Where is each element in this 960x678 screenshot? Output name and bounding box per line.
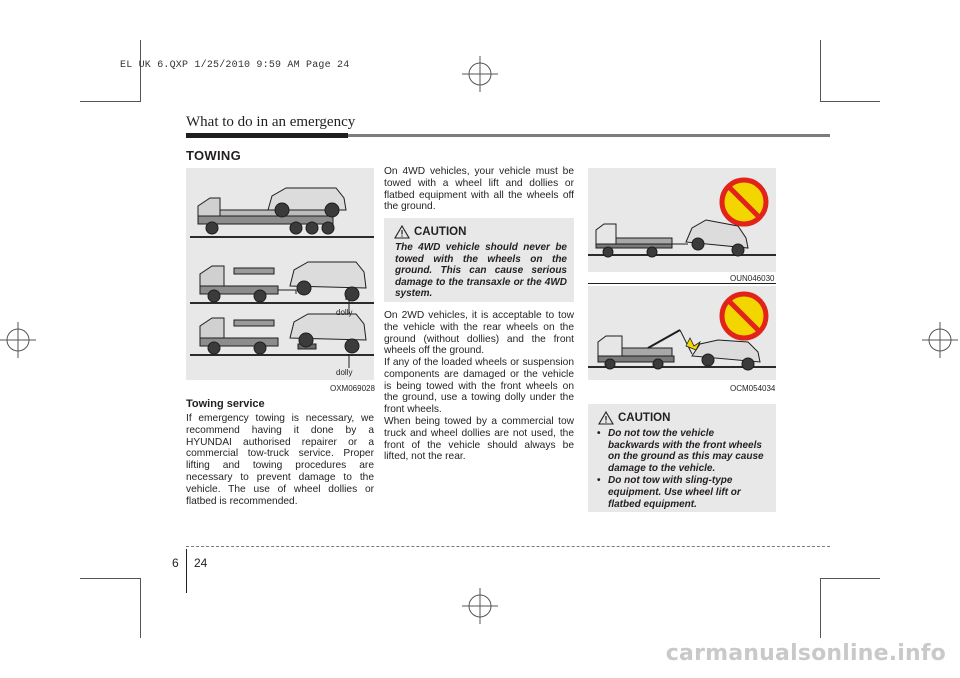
figure-code: OUN046030 — [730, 274, 775, 283]
4wd-paragraph: On 4WD vehicles, your vehicle must be towed with a wheel lift and dollies or flatbed equipment with all the wheels off the ground. — [384, 166, 574, 213]
caution-body: The 4WD vehicle should never be towed with the wheels on the ground. This can cause serious damage to the transaxle or the 4WD system. — [395, 242, 567, 300]
warning-triangle-icon — [598, 411, 614, 425]
towing-backwards-prohibited-figure — [588, 168, 776, 272]
warning-triangle-icon — [394, 225, 410, 239]
suv-sling-towed — [692, 340, 760, 370]
sling-tow-truck — [598, 330, 692, 369]
prohibited-sign-icon — [718, 290, 770, 342]
prohibited-sign-icon — [718, 176, 770, 228]
registration-mark-icon — [462, 588, 498, 624]
dolly-label: dolly — [336, 368, 353, 377]
chapter-number: 6 — [172, 556, 179, 570]
towing-service-heading: Towing service — [186, 398, 265, 410]
towing-service-paragraph: If emergency towing is necessary, we recommend having it done by a HYUNDAI authorised repairer or a commercial tow-truck service. Proper lifting and towing procedures are necessary to prevent damage to the vehicle. The use of wheel dollies or flatbed is recommended. — [186, 413, 374, 507]
towing-methods-figure — [186, 168, 374, 380]
figure-code: OCM054034 — [730, 384, 776, 393]
caution-box-towing — [588, 404, 776, 512]
sling-tow-prohibited-figure — [588, 286, 776, 380]
figure-divider — [588, 283, 776, 284]
caution-list — [596, 428, 768, 511]
suv-on-dolly — [290, 314, 366, 353]
dolly-label: dolly — [336, 308, 353, 317]
figure-code: OXM069028 — [330, 384, 375, 393]
dolly-tow-truck — [200, 318, 278, 354]
section-title: TOWING — [186, 148, 241, 163]
caution-item: • Do not tow the vehicle backwards with the front wheels on the ground as this may cause damage to the vehicle. — [596, 428, 768, 474]
crop-mark — [140, 578, 141, 638]
crop-mark — [820, 101, 880, 102]
registration-mark-icon — [922, 322, 958, 358]
suv-towed-front-lifted — [290, 262, 366, 301]
wheel-lift-truck — [200, 266, 296, 302]
caution-title: CAUTION — [414, 226, 467, 238]
crop-mark — [820, 578, 880, 579]
2wd-paragraph: On 2WD vehicles, it is acceptable to tow the vehicle with the rear wheels on the ground (without dollies) and the front wheels off the ground. — [384, 310, 574, 357]
small-flatbed-truck — [596, 224, 688, 257]
crop-mark — [140, 40, 141, 102]
page-number: 24 — [194, 556, 208, 570]
towing-methods-illustration — [186, 168, 374, 380]
watermark: carmanualsonline.info — [665, 641, 946, 666]
caution-title: CAUTION — [618, 412, 671, 424]
crop-mark — [820, 578, 821, 638]
footer-rule — [186, 546, 830, 547]
crop-mark — [80, 578, 140, 579]
registration-mark-icon — [0, 322, 36, 358]
crop-mark — [820, 40, 821, 102]
caution-item: • Do not tow with sling-type equipment. Use wheel lift or flatbed equipment. — [596, 475, 768, 510]
damaged-wheels-paragraph: If any of the loaded wheels or suspension components are damaged or the vehicle is being towed with the front wheels on the ground, use a towing dolly under the front wheels. — [384, 357, 574, 416]
commercial-tow-paragraph: When being towed by a commercial tow truck and wheel dollies are not used, the front of the vehicle should always be lifted, not the rear. — [384, 416, 574, 463]
registration-mark-icon — [462, 56, 498, 92]
print-slug: EL UK 6.QXP 1/25/2010 9:59 AM Page 24 — [120, 60, 350, 71]
crop-mark — [80, 101, 140, 102]
caution-box-4wd — [384, 218, 574, 302]
page-number-separator — [186, 549, 187, 593]
header-rule-accent — [186, 133, 348, 138]
chapter-header-title: What to do in an emergency — [186, 114, 356, 130]
